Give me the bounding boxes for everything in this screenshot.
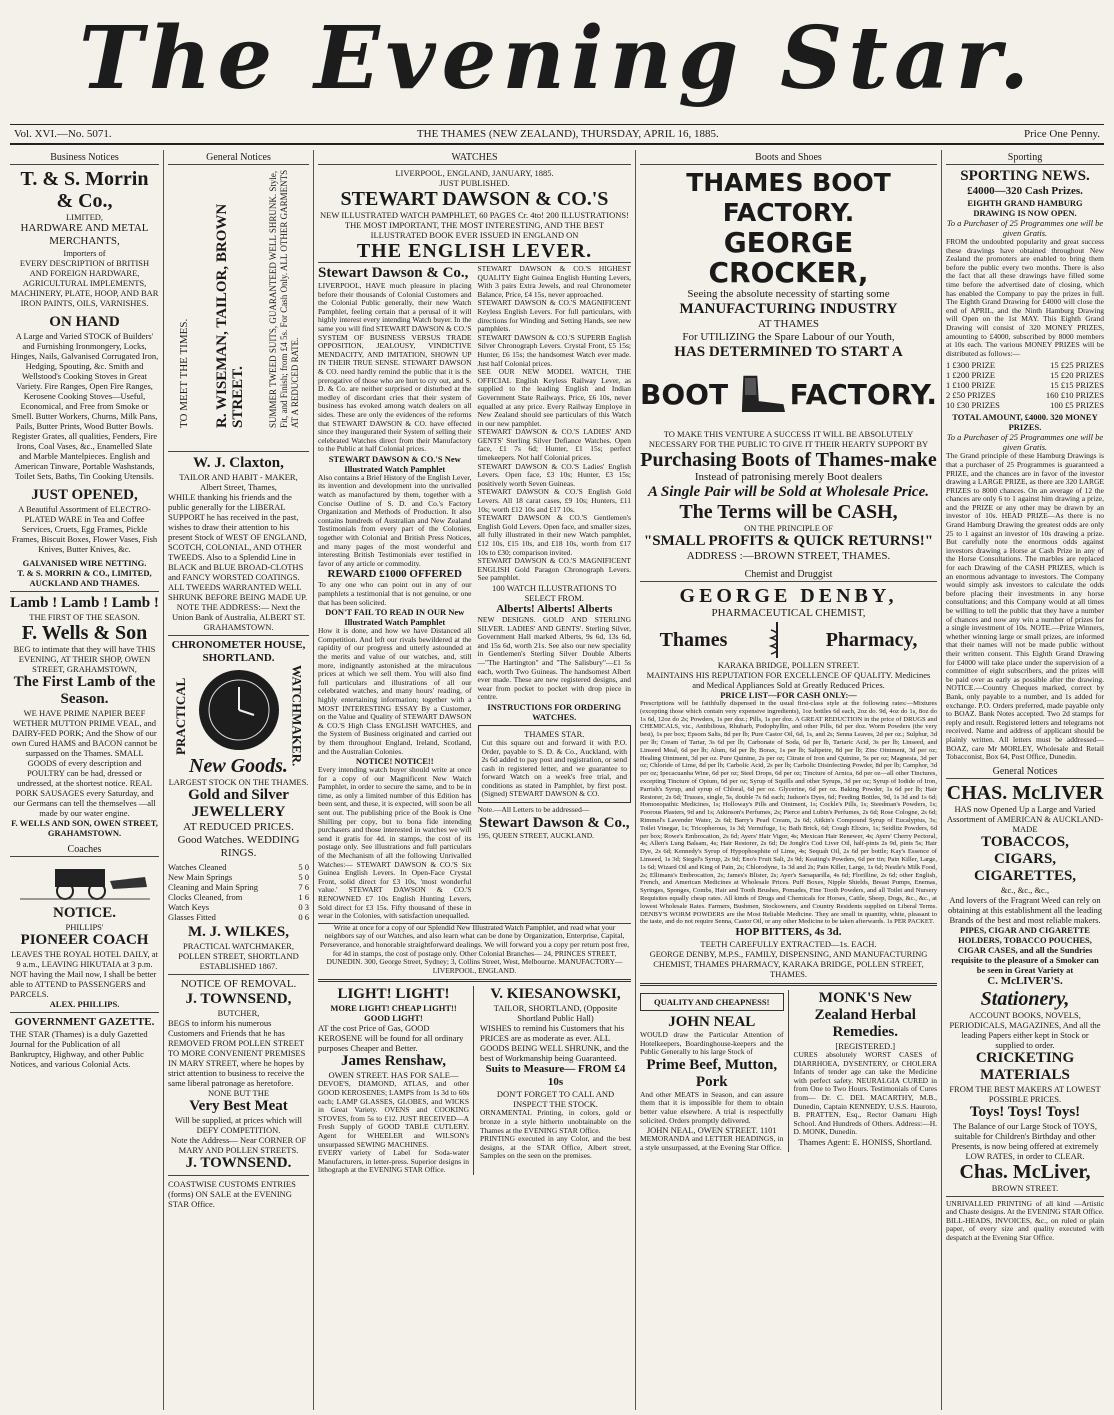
column-general: [164, 150, 314, 1410]
townsend-body: BEGS to inform his numerous Customers and Friends that he has REMOVED FROM POLLEN STREET TO MORE CONVENIENT PREMISES IN MARY STREET, where he hopes by strict attention to business to receive the same liberal patronage as heretofore.: [168, 1018, 306, 1088]
etc: &c., &c., &c.,: [1000, 884, 1050, 895]
reward-body: To any one who can point out in any of our pamphlets a testimonial that is not genuine, or one that has been solicited.: [318, 580, 472, 607]
prize-left: 2 £50 PRIZES: [946, 390, 996, 401]
terms: The Terms will be CASH,: [679, 501, 898, 523]
wilkes-sub: PRACTICAL WATCHMAKER, POLLEN STREET, SHORTLAND ESTABLISHED 1867.: [178, 941, 299, 971]
billheads: BILL-HEADS, INVOICES, &c., on ruled or plain paper, of every size and quality executed with despatch at the Evening Star Office.: [946, 1215, 1104, 1243]
sd-right-2: STEWART DAWSON & CO.'S MAGNIFICENT Keyless English Levers. For full particulars, with directions for Winding and Setting Hands, see new pamphlets.: [477, 298, 631, 334]
claxton-title: W. J. Claxton,: [193, 455, 284, 471]
monk-agent: Thames Agent: E. HONISS, Shortland.: [798, 1137, 932, 1148]
alberts: Alberts! Alberts! Alberts: [496, 602, 613, 615]
karaka: KARAKA BRIDGE, POLLEN STREET.: [717, 660, 860, 670]
phillips: PHILLIPS': [65, 922, 104, 932]
claxton-address: NOTE THE ADDRESS:— Next the Union Bank of Australia, ALBERT ST. GRAHAMSTOWN.: [171, 602, 306, 632]
hop-bitters: HOP BITTERS, 4s 3d.: [735, 926, 842, 939]
chrono-practical: PRACTICAL: [172, 677, 188, 755]
printing: PRINTING executed in any Color, and the best designs, at the STAR Office, Albert street, Samples on the seen on the premises.: [480, 1134, 631, 1161]
on-hand-body: A Large and Varied STOCK of Builders' and Furnishing Ironmongery, Locks, Hinges, Nails, Galvanised Corrugated Iron, Hedging, Spouting, &c. Smith and Wellstood's Cooking Stoves in Great Variety. Fire Ranges, Open Fire Ranges, Kerosene Cooking Stoves—Useful, Economical, and Free from Smoke or Smell. Butter Workers, Churns, Milk Pans, Pails, Butter Prints, Wood Butter Bowls. Register Grates, all qualities, Fenders, Fire Irons, Coal Vases, &c., Enamelled Slate and Marble Mantelpieces. English and American Tinware, Portable Washstands, Toilet Sets, Baths, Tin Cooking Utensils.: [10, 331, 159, 481]
neal-body: WOULD draw the Particular Attention of Hotelkeepers, Boardinghouse-keepers and the Public Generally to his large Stock of: [640, 1030, 784, 1057]
labels: EVERY variety of Label for Soda-water Manufacturers, in letter-press. Superior designs in lithograph at the EVENING STAR Office.: [318, 1148, 469, 1175]
townsend-address: Note the Address— Near CORNER OF MARY AND POLLEN STREETS.: [170, 1135, 307, 1155]
unrivalled: UNRIVALLED PRINTING of all kind —Artistic and Chaste designs. At the EVENING STAR Office.: [946, 1198, 1104, 1217]
section-header: Business Notices: [10, 152, 159, 165]
registered: [REGISTERED.]: [835, 1041, 896, 1052]
price-value: 0 3: [298, 902, 309, 912]
lamb-heading: Lamb ! Lamb ! Lamb !: [10, 595, 159, 611]
eighth-drawing: EIGHTH GRAND HAMBURG DRAWING IS NOW OPEN.: [967, 198, 1083, 218]
mcliver-body: HAS now Opened Up a Large and Varied Assortment of AMERICAN & AUCKLAND-MADE: [946, 803, 1104, 834]
prize-row: [946, 380, 1104, 390]
principle: ON THE PRINCIPLE OF: [744, 523, 833, 533]
townsend-title: J. TOWNSEND,: [185, 991, 292, 1007]
price-item: Watches Cleaned: [168, 862, 227, 872]
volume-number: Vol. XVI.—No. 5071.: [14, 128, 112, 140]
purchaser: To a Purchaser of 25 Programmes one will be given Gratis.: [946, 218, 1104, 238]
john-neal: JOHN NEAL: [668, 1014, 756, 1031]
prize-right: 15 £15 PRIZES: [1050, 380, 1104, 391]
townsend-supply: Will be supplied, at prices which will DEFY COMPETITION.: [175, 1115, 302, 1135]
neal-sign: JOHN NEAL, OWEN STREET. 1101: [646, 1125, 777, 1136]
pioneer-note: NOT having the Mail now, I shall be better able to ATTEND to PASSENGERS and PARCELS.: [10, 969, 157, 999]
just-opened-body: A Beautiful Assortment of ELECTRO-PLATED WARE in Tea and Coffee Services, Cruets, Egg Frames, Pickle Frames, Biscuit Boxes, Flower Vases, Fish Knives, Butter Knives, &c.: [11, 504, 158, 554]
first-lamb: The First Lamb of the Season.: [13, 674, 156, 707]
cricketing: CRICKETING MATERIALS: [975, 1049, 1075, 1083]
galvanised: GALVANISED WIRE NETTING.: [22, 558, 147, 568]
chrono-watchmaker: WATCHMAKER.: [289, 665, 305, 767]
sd-left-pamphlet: STEWART DAWSON & CO.'S New Illustrated Watch Pamphlet: [328, 453, 461, 474]
pioneer-sign: ALEX. PHILLIPS.: [49, 999, 120, 1009]
sd-right-9: STEWART DAWSON & CO.'S MAGNIFICENT ENGLISH Gold Paragon Chronograph Levers. See pamphlet.: [477, 556, 631, 583]
gazette-heading: GOVERNMENT GAZETTE.: [14, 1016, 155, 1028]
prize-right: 100 £5 PRIZES: [1050, 400, 1104, 411]
masthead: [0, 0, 1114, 122]
on-hand: ON HAND: [49, 314, 120, 330]
prize-row: [946, 390, 1104, 400]
townsend-sign: J. TOWNSEND.: [185, 1155, 292, 1171]
prize-left: 1 £300 PRIZE: [946, 360, 996, 371]
dont-fail: DON'T FAIL TO READ IN OUR New Illustrated Watch Pamphlet: [325, 607, 465, 628]
pioneer-body: LEAVES THE ROYAL HOTEL DAILY, at 9 a.m., LEAVING HIKUTAIA at 3 p.m.: [11, 949, 158, 969]
kiesanowski: V. KIESANOWSKI,: [490, 986, 621, 1003]
removal-notice: NOTICE OF REMOVAL.: [180, 978, 297, 990]
column-watches: [314, 150, 636, 1410]
alberts-body: NEW DESIGNS. GOLD AND STERLING SILVER. LADIES' AND GENTS'. Sterling Silver, Government Hall marked Alberts, 9s 6d, 13s 6d, and 15s 6d, worth 21s. See also our new speciality in Gentlemen's Sterling Silver Double Alberts—"The Hartington" and "The Salisbury"—£1 5s each, worth Two Guineas. The handsomest Albert ever made. These are new registered designs, and wear from pocket to pocket with drop piece in centre.: [477, 614, 631, 702]
tobaccos: TOBACCOS,: [981, 833, 1069, 850]
mcliver-2: Chas. McLiver,: [959, 1160, 1091, 1183]
largest-stock: LARGEST STOCK ON THE THAMES.: [168, 777, 309, 787]
morrin-importers: Importers of: [63, 248, 106, 258]
stewart-title: STEWART DAWSON & CO.'S: [340, 188, 609, 210]
price-row: [168, 862, 309, 872]
stewart-place: LIVERPOOL, ENGLAND, JANUARY, 1885.: [395, 168, 554, 178]
cigarettes: CIGARETTES,: [973, 867, 1077, 884]
sd-street: 195, QUEEN STREET, AUCKLAND.: [477, 830, 595, 840]
chrono-house: CHRONOMETER HOUSE, SHORTLAND.: [171, 639, 306, 664]
notice-body: Every intending watch buyer should write at once for a copy of our Magnificent New Watch Pamphlet, in order to secure the same, and to be in time, as only a limited number of this Edition has been sent, and these, it is expected, will soon be all sent out. The publishing price of the Book is One Shilling per copy, but to bona fide intending purchasers and those interested in watches we will send it gratis for 4d. in stamps, the cost of its postage only. See illustrations and full particulars of the Mechanism of all the following Unrivalled Watches:— STEWART DAWSON & CO.'S Six Guinea English Levers. In Open-Face Crystal Front, solid direct for £3 10s, 'most wonderful value.' STEWART DAWSON & CO.'S RENOWNED £7 10s English Hunting Levers, Sold direct for £3 15s. Fifty thousand of these in wear in the Colonies, with satisfaction unequalled.: [318, 765, 472, 921]
sd-right-7: STEWART DAWSON & CO.'S English Gold Levers. All 18 carat cases, £9 10s; Hunters, £11 10s; worth £12 10s and £17 10s.: [477, 487, 631, 514]
prize-row: [946, 400, 1104, 410]
sd-right-5: STEWART DAWSON & CO.'S LADIES' AND GENTS' Sterling Silver Defiance Watches. Open face, £1 7s 6d; Hunter, £1 15s; perfect timekeepers. Not half Colonial prices.: [477, 427, 631, 463]
column-business: [6, 150, 164, 1410]
mcliver-body-2: And lovers of the Fragrant Weed can rely on obtaining at this establishment all the leading Brands of the best and most reliable makers.: [948, 894, 1102, 925]
sd-right-1: STEWART DAWSON & CO.'S HIGHEST QUALITY Eight Guinea English Hunting Levers, With 3 pairs Extra Jewels, and real Chronometer Balance, Price, £4 15s, never approached.: [477, 264, 631, 299]
price-value: 5 0: [298, 862, 309, 872]
factory-word: FACTORY.: [789, 378, 937, 411]
prize-left: 1 £200 PRIZE: [946, 370, 996, 381]
pioneer-coach: PIONEER COACH: [20, 932, 149, 948]
gazette-body: THE STAR (Thames) is a duly Gazetted Journal for the Publication of all Bankruptcy, Highway, and other Public Notices, and various Colonial Acts.: [10, 1029, 148, 1069]
morrin-trade: HARDWARE AND METAL MERCHANTS,: [20, 222, 149, 247]
gold-silver: Gold and Silver JEWELLERY: [188, 787, 289, 820]
section-header: WATCHES: [318, 152, 631, 165]
coupon-title: THAMES STAR.: [524, 728, 585, 739]
light-heading: LIGHT! LIGHT!: [337, 986, 450, 1003]
brown-street: BROWN STREET.: [991, 1182, 1059, 1193]
neal-more: And other MEATS in Season, and can assure them that it is impossible for them to obtain better value elsewhere. A trial is respectfully solicited. Orders promptly delivered.: [640, 1089, 784, 1125]
caduceus-icon: [767, 620, 787, 660]
cricketing-sub: FROM THE BEST MAKERS AT LOWEST POSSIBLE PRICES.: [949, 1083, 1101, 1104]
section-header: Boots and Shoes: [640, 152, 937, 165]
price-value: 0 6: [298, 912, 309, 922]
prize-row: [946, 370, 1104, 380]
price-item: Glasses Fitted: [168, 912, 216, 922]
crocker-address: ADDRESS :—BROWN STREET, THAMES.: [686, 550, 891, 562]
purchasing: Purchasing Boots of Thames-make: [640, 449, 937, 471]
price-item: Cleaning and Main Spring: [168, 882, 258, 892]
boot-word: BOOT: [640, 378, 729, 411]
prize-table: [946, 360, 1104, 410]
teeth: TEETH CAREFULLY EXTRACTED—1s. EACH.: [700, 939, 877, 950]
sd-right-8: STEWART DAWSON & CO.'S Gentlemen's English Gold Levers. Open face, and smaller sizes, all fully illustrated in their new Watch pamphlet, £12 10s, £15 10s, and £18 10s, worth from £17 10s to £30; comparison invited.: [477, 513, 631, 557]
venture: TO MAKE THIS VENTURE A SUCCESS IT WILL BE ABSOLUTELY NECESSARY FOR THE PUBLIC TO GIVE IT THEIR HEARTY SUPPORT BY: [648, 429, 929, 449]
prize-right: 160 £10 PRIZES: [1045, 390, 1104, 401]
monk-title: MONK'S New Zealand Herbal Remedies.: [814, 990, 916, 1041]
small-profits: "SMALL PROFITS & QUICK RETURNS!": [643, 533, 934, 549]
monk-body: CURES absolutely WORST CASES of DIARRHOEA, DYSENTERY, or CHOLERA Infants of tender age can take the Medicine with perfect safety. NEURALGIA CURED in from One to Two Hours. Testimonials of Cures from— Dr. C. DEL MACARTHY, M.B., Dunedin, Captain KENNEDY, U.S.S. Hauroto, B. PRATTEN, Esq., Rector Oamaru High School. And Hundreds of Others. Address:—H. D. MONK, Dunedin.: [793, 1050, 937, 1137]
section-header: Coaches: [10, 844, 159, 857]
wiseman-ad: [168, 168, 309, 448]
townsend-sub: BUTCHER,: [217, 1008, 260, 1018]
order-coupon: [478, 725, 632, 803]
just-opened: JUST OPENED,: [31, 487, 138, 503]
dateline-bar: [10, 124, 1104, 145]
crocker: GEORGE CROCKER,: [708, 226, 869, 289]
sd-left-pamphlet-body: Also contains a Brief History of the English Lever, its invention and development into the unrivalled watch as manufactured by them, together with a Concise Outline of S. D. and Co.'s Factory Organization and Methods of Production. It also contains hundreds of Australian and New Zealand Testimonials from every part of the Colonies, together with Colonial and British Press Notices, and many pages of the most wonderful and interesting British Testimonials ever testified in favor of any article or commodity.: [318, 472, 472, 568]
renshaw-body: DEVOE'S, DIAMOND, ATLAS, and other GOOD KEROSENES; LAMPS from 1s 3d to 60s each; LAMP GLASSES, GLOBES, and WICKS in Great Variety. OVENS and COOKING STOVES, from 5s to £12. JUST RECEIVED—A Fresh Supply of GOOD TABLE CUTLERY. Agent for WHEELER and WILSON's unsurpassed SEWING MACHINES.: [318, 1079, 469, 1149]
denby-sign: GEORGE DENBY, M.P.S., FAMILY, DISPENSING, AND MANUFACTURING CHEMIST, THAMES PHARMACY, KARAKA BRIDGE, POLLEN STREET, THAMES.: [649, 949, 928, 980]
coach-notice: NOTICE.: [53, 905, 116, 921]
dateline-text: THE THAMES (NEW ZEALAND), THURSDAY, APRIL 16, 1885.: [416, 128, 719, 140]
morrin-body: EVERY DESCRIPTION of BRITISH AND FOREIGN HARDWARE, AGRICULTURAL IMPLEMENTS, MACHINERY, PLATE, HOOP, AND BAR IRON PAINTS, OILS, VARNISHES.: [10, 258, 159, 308]
coupon-body: Cut this square out and forward it with P.O. Order, payable to S. D. & Co., Auckland, with 2s 6d added to pay post and registration, or send cash in registered letter, and we guarantee to forward Watch on a week's free trial, and conditions as stated in Pamphlet, by first post. (Signed) STEWART DAWSON & CO.: [481, 737, 627, 799]
price-row: [168, 912, 309, 922]
crocker-intro: Seeing the absolute necessity of starting some: [687, 288, 890, 300]
denby-sub: PHARMACEUTICAL CHEMIST,: [711, 607, 866, 619]
write-body: Write at once for a copy of our Splendid New Illustrated Watch Pamphlet, and read what your neighbors say of our Watches, and also learn what can be done by Organization, Enterprise, Capital, Perseverance, and honorable straightforward dealings. We will forward you a copy per return post free, for 4d in stamps, the cost of postage only. Other Colonial Branches— 24, PRINCES STREET, DUNEDIN. 300, George Street, Sydney; 3, Collins Street, West, Melbourne. MANUFACTORY—LIVERPOOL, ENGLAND.: [319, 922, 630, 975]
wilkes-title: M. J. WILKES,: [188, 924, 289, 940]
industry: MANUFACTURING INDUSTRY: [679, 301, 898, 317]
note-letters: Note.—All Letters to be addressed—: [477, 805, 590, 815]
morrin-title: T. & S. Morrin & Co.,: [20, 168, 149, 212]
wells-have: WE HAVE PRIME NAPIER BEEF WETHER MUTTON PRIME VEAL, and DAIRY-FED PORK; And the Show of our own Cured HAMS and BACON cannot be surpassed on the Thames. SMALL GOODS of every description and POULTRY can be had, dressed or undressed, at the shortest notice. REAL PORK SAUSAGES every Saturday, and our Germans can tell the themselves —all made by our water engine.: [11, 708, 158, 818]
more-light: MORE LIGHT! CHEAP LIGHT!! GOOD LIGHT!: [330, 1003, 457, 1024]
sd-right-6: STEWART DAWSON & CO.'S Ladies' English Levers. Open face, £3 10s; Hunter, £3 15s; positively worth Seven Guineas.: [477, 461, 631, 488]
purchaser-2: To a Purchaser of 25 Programmes one will be given Gratis.: [946, 432, 1104, 453]
just-published: JUST PUBLISHED.: [439, 178, 510, 188]
at-thames: AT THAMES: [757, 318, 820, 330]
stationery: Stationery,: [980, 987, 1070, 1010]
toys-body: The Balance of our Large Stock of TOYS, suitable for Children's Birthday and other Presents, is now being offered at extremely LOW RATES, in order to CLEAR.: [951, 1120, 1099, 1161]
prize-row: [946, 360, 1104, 370]
sporting-body-2: The Grand principle of these Hamburg Drawings is that a purchaser of 25 Programmes is guaranteed a PRIZE, and the chances are in favor of the investor drawing a LARGE PRIZE, as there are 320 LARGE PRIZES to 8000 chances. On an average of 12 the chances are only 6 to 1 against him drawing a prize, and the PRIZE or any other may be drawn by an investor of 10s. HEAD PRIZE—As there is no Grand Hamburg Drawing the greatest odds are only 25 to 1 against an investor of 10s drawing a prize. But carefully note the enormous odds against investors drawing a Horse at Cash Prize in any of the Horse Consultations. The marbles are replaced for each Drawing of the CASH PRIZES, which is an enormous advantage to investors. The Company would simply ask investors to calculate the odds before placing their investments in any horse consultations; and this Company would at all times be willing to tell the public that they have a number of chances and now any win a number of prizes for a single investment of 10s. NOTE.—Prize Winners, whether winning large or small prizes, are informed that their names will not be made public without their written consent. This Eighth Grand Drawing for £4000 will take place under the supervision of a committee of eight subscribers, and the prizes will be paid over as early as possible after the drawing. NOTICE.—Country Cheques marked, correct by Bank, only payable to a number, and 1s added for exchange. P.O. Orders preferred, made payable only to BOAZ. Bank Notes accepted. Two 2d stamps for reply and result. Registered letters and telegrams not received. Name and address of applicant should be plainly written. All letters must be addressed—BOAZ, care Mr MORLEY, Wholesale and Retail Tobacconist, Box 64, Post Office, Dunedin.: [946, 451, 1104, 762]
stewart-sub: NEW ILLUSTRATED WATCH PAMPHLET, 60 PAGES Cr. 4to! 200 ILLUSTRATIONS! THE MOST IMPORTANT, THE MOST INTERESTING, AND THE BEST ILLUSTRATED BOOK EVER ISSUED IN ENGLAND ON: [320, 210, 629, 240]
for-utilizing: For UTILIZING the Spare Labour of our Youth,: [682, 331, 895, 343]
column-boots: [636, 150, 942, 1410]
price-row: [168, 882, 309, 892]
sporting-body: FROM the undoubted popularity and great success these drawings have obtained throughout New Zealand the promoters are enabled to bring them before the public every two months. There is also the fact that all these drawings have filled some time before the advertised date of closing, which has enabled the Company to pay the prizes in full. The Eighth Grand Drawing for £4000 will close the end of APRIL, and the Ninth Hamburg Drawing will Open on the 1st MAY. This Eighth Grand Drawing will consist of 320 MONEY PRIZES, amounting to £4000, subscribed by 8000 members at 10s each. The various MONEY PRIZES will be distributed as follows:—: [946, 237, 1104, 358]
renshaw: James Renshaw,: [340, 1053, 446, 1070]
prize-right: 15 £20 PRIZES: [1050, 370, 1104, 381]
prize-left: 10 £30 PRIZES: [946, 400, 1000, 411]
price-value: 5 0: [298, 872, 309, 882]
claxton-sub: TAILOR AND HABIT - MAKER, Albert Street, Thames,: [179, 472, 298, 492]
english-lever: THE ENGLISH LEVER.: [356, 240, 593, 262]
townsend-none: NONE BUT THE: [207, 1088, 270, 1098]
sd-address: Stewart Dawson & Co.,: [479, 814, 630, 831]
price-row: [168, 892, 309, 902]
coach-icon: [15, 861, 155, 901]
prize-right: 15 £25 PRIZES: [1050, 360, 1104, 371]
wiseman-name: R. WISEMAN, TAILOR, BROWN STREET.: [214, 203, 246, 428]
prime-beef: Prime Beef, Mutton, Pork: [646, 1056, 778, 1090]
wells-body: BEG to intimate that they will have THIS EVENING, AT THEIR SHOP, OWEN STREET, GRAHAMSTOWN,: [13, 644, 156, 674]
prize-left: 1 £100 PRIZE: [946, 380, 996, 391]
price-row: [168, 902, 309, 912]
coastwise: COASTWISE CUSTOMS ENTRIES (forms) ON SALE at the EVENING STAR Office.: [168, 1179, 296, 1209]
ornamental: ORNAMENTAL Printing, in colors, gold or bronze in a style hitherto unobtainable on the Thames at the EVENING STAR Office.: [480, 1108, 631, 1135]
denby: GEORGE DENBY,: [679, 585, 898, 607]
total-amount: TOTAL AMOUNT, £4000. 320 MONEY PRIZES.: [952, 412, 1098, 433]
new-goods: New Goods.: [189, 755, 288, 777]
memoranda: MEMORANDA and LETTER HEADINGS, in a style unsurpassed, at the Evening Star Office.: [640, 1134, 784, 1152]
stationery-body: ACCOUNT BOOKS, NOVELS, PERIODICALS, MAGAZINES, And all the leading Papers either kept in Stock or supplied to order.: [949, 1009, 1101, 1050]
price-body: Prescriptions will be faithfully dispensed in the usual first-class style at the following rates:—Mixtures (excepting those which contain very expensive ingredients), 1oz bottles 6d each, 2oz do. 9d, 4oz do 1s, 8oz do 1s 6d, 12oz do 2s; Powders, 1s per doz.; Pills, 1s per doz. A GREAT REDUCTION in the price of DRUGS and CHEMICALS, viz., Antibilious, Rhubarb, Podophyllin, and other Pills, 6d per doz. Worm Powders (the very best), 1s per box; Epsom Salts, 8d per lb; Pure Castor Oil, 6d, 1s, and 2s; Senna Leaves, 2d per oz.; Sulphur, 3d per lb; Cream of Tartar, 3s 6d per lb; Carbonate of Soda, 6d per lb, Tartaric Acid, 3s per lb; Linseed, and Linseed Meal, 6d per lb; Alum, 6d per lb; Borax, 1s per lb; Saltpetre, 8d per lb; Zinc Ointment, 3d per oz; Healing Ointment, 3d per oz. Pure Quinine, 2s per oz; Citrate of Iron and Quinine, 5s per oz; Magnesia, 3d per oz; Chloride of Lime, 8d per lb; Carbolic Acid, 2s per lb; Carbolic Disinfecting Powder, 8d per lb; Camphor, 3d per oz; Ipecacuanha Wine, 6d per oz; Steel Drops, 6d per oz; Tincture of Arnica, 6d per oz—all other Tinctures, excepting Tincture of Opium, 6d per oz; Syrup of Squills and other Syrups, 3d per oz; Syrup of Iodide of Iron, Parrish's Syrup, and syrup of Chloral, 6d per oz. Glycerine, 6d per oz. Baking Powder, 1s 6d per lb; Hair Restorer, 2s 6d; Trusses, single, 5s, double 7s 6d each; Judson's Dyes, 6d; Feeding Bottles, 9d, 1s 3d and 1s 6d; Homoeopathic Medicines, 1s; Holloway's Pills and Ointment, 1s; Cockle's Pills, 1s; Steedman's Powders, 1s; Poorous Plasters, 9d and 1s; Atkinson's Perfumes, 2s; Pierce and Lubin's Perfumes, 2s 6d; Rose Cologne, 2s 6d; Rimmel's Lavender Water, 2s 6d; Barry's Pearl Cream, 2s 6d; Aitkin's Compound Syrup of Eucalyptus, 3s; Toilet Vinegar, 1s; Tricopherous, 1s 3d; Vermifuge, 1s; Bath Brick, 6d; Cough Elixirs, 1s; Seidlitz Powders, 6d per box; Rowe's Embrocation, 2s 6d; Ayers' Hair Vigor, 4s; Mexican Hair Renewer, 4s; Ayers' Cherry Pectoral, 4s; Allen's Lung Balsam, 4s; Hair Restorer, 2s 6d; De Jongh's Cod Liver Oil, half-pints 2s 9d, pints 5s; Hair Dye, 2s 6d; Kennedy's Syrup of Hypophosphite of Lime, 4s; Sequah Oil, 2s 6d per bottle; Kay's Essence of Linseed, 1s 3d; Siegel's Syrup, 2s 9d; Eno's Fruit Salt, 2s 9d; Keating's Powders, 6d per tin; Pain Killer, Large, 1s 6d; Wizard Oil and King of Pain, 2s; Chlorodyne, 1s 3d and 2s; Pain Killer, Large, 1s 6d; Nestle's Milk Food, 2s; Ellimans's Embrocation, 2s; James's Blister, 2s; Ayer's Sarsaparilla, 4s 6d; Florilline, 2s 6d; other English, French, and American Medicines at Wholesale Prices. Puff Boxes, Nipple Shields, Breast Pumps, Enemas, Syringes, Sponges, Combs, Hair and Tooth Brushes, Pomades, Fine Tooth Powders, and all Toilet and Nursery Requisites equally cheap rates. All kinds of Drugs and Chemicals for Horses, Cattle, Sheep, Dogs, &c., &c., at lowest Wholesale Rates. Farmers, Bushmen, Stockowners, and Country Residents supplied on Liberal Terms. DENBY'S WORM POWDERS are the Most Reliable Medicine. They are small in quantity, white, pleasant to the taste, and do not require Senna, Castor Oil, or any other Medicine to be taken afterwards. 1s PER PACKET.: [640, 700, 937, 926]
sd-right-4: SEE OUR NEW MODEL WATCH, THE OFFICIAL English Keyless Railway Lever, as supplied to the leading English and Indian Government State Railways. Price, £6 10s, never equalled at any price. Every Railway Employe in New Zealand should see particulars of this Watch in our new pamphlet.: [477, 367, 631, 428]
watch-icon: [194, 665, 284, 755]
good-watches: Good Watches. WEDDING RINGS.: [177, 834, 300, 859]
cigars: CIGARS,: [993, 850, 1057, 867]
maintains: MAINTAINS HIS REPUTATION FOR EXCELLENCE OF QUALITY. Medicines and Medical Appliances Sold at Greatly Reduced Prices.: [646, 670, 931, 690]
mcliver: CHAS. McLIVER: [946, 781, 1104, 804]
boot-factory: THAMES BOOT FACTORY.: [686, 168, 891, 227]
wells-sign: F. WELLS AND SON, OWEN STREET, GRAHAMSTOWN.: [11, 818, 158, 838]
wiseman-vertical: TO MEET THE TIMES.: [178, 318, 190, 428]
notice-heading: NOTICE! NOTICE!!: [355, 756, 434, 767]
cash-prizes: £4000—320 Cash Prizes.: [967, 185, 1083, 197]
determined: HAS DETERMINED TO START A: [674, 344, 903, 360]
c-mcliver: C. McLIVER'S.: [987, 974, 1063, 987]
wiseman-suits: SUMMER TWEED SUITS, GUARANTEED WELL SHRUNK. Style, Fit, and Finish; from £4 5s. For Cash Only. ALL OTHER GARMENTS AT A REDUCED RATE.: [268, 169, 300, 428]
reduced-prices: AT REDUCED PRICES.: [183, 821, 294, 833]
price-value: 1 6: [298, 892, 309, 902]
toys: Toys! Toys! Toys!: [969, 1103, 1081, 1120]
morrin-limited: LIMITED,: [65, 212, 104, 222]
morrin-sign: T. & S. MORRIN & CO., LIMITED, AUCKLAND AND THAMES.: [17, 568, 152, 588]
reward: REWARD £1000 OFFERED: [327, 568, 462, 581]
sd-right-10: 100 WATCH ILLUSTRATIONS TO SELECT FROM.: [492, 582, 617, 603]
price-item: New Main Springs: [168, 872, 233, 882]
instructions: INSTRUCTIONS FOR ORDERING WATCHES.: [487, 701, 622, 722]
wells-title: F. Wells & Son: [21, 622, 148, 644]
quality: QUALITY AND CHEAPNESS!: [640, 993, 784, 1011]
kiesanowski-body: WISHES to remind his Customers that his PRICES are as moderate as ever. ALL GOODS BEING WELL SHRUNK, and the best of Workmanship being Guaranteed.: [480, 1023, 629, 1064]
newspaper-title: The Evening Star.: [78, 8, 1036, 109]
issue-price: Price One Penny.: [1024, 128, 1100, 140]
inspect: DON'T FORGET TO CALL AND INSPECT THE STOCK.: [496, 1089, 615, 1110]
light-body: AT the cost Price of Gas, GOOD KEROSENE will be found for all ordinary purposes Cheaper and Better.: [318, 1023, 464, 1054]
boot-icon: [728, 365, 790, 425]
watch-price-list: [168, 862, 309, 922]
dont-fail-body: How it is done, and how we have Distanced all Competition. And left our rivals bewildered at the rapidity of our progress and utterly astounded at the merits and value of our watches, and, still more, indignantly astonished at the miraculous prices at which we sell them. You will also find full particulars and illustrations of all our celebrated watches, and many hours' reading, of highly entertaining information; together with a MOST INTERESTING ESSAY By a Customer, on the Value and Quality of STEWART DAWSON & CO.'S High Class ENGLISH WATCHES, and the System of Business originated and carried out by them throughout England, Ireland, Scotland, and the Australian Colonies.: [318, 626, 472, 756]
section-header: General Notices: [168, 152, 309, 165]
price-value: 7 6: [298, 882, 309, 892]
lamb-sub: THE FIRST OF THE SEASON.: [29, 612, 140, 622]
sd-left-title: Stewart Dawson & Co.,: [318, 265, 469, 281]
section-header: Sporting: [946, 152, 1104, 165]
sd-right-3: STEWART DAWSON & CO.'S SUPERB English Silver Chronograph Levers. Crystal Front, £5 15s; Hunter, £6 15s; the handsomest Watch ever made. Just half Colonial prices.: [477, 332, 631, 368]
price-item: Watch Keys: [168, 902, 210, 912]
price-list-heading: PRICE LIST—FOR CASH ONLY:—: [720, 690, 857, 700]
single-pair: A Single Pair will be Sold at Wholesale Price.: [648, 484, 929, 500]
best-meat: Very Best Meat: [189, 1098, 288, 1114]
suits-measure: Suits to Measure— FROM £4 10s: [485, 1063, 626, 1089]
pharmacy-word: Pharmacy,: [825, 629, 918, 651]
pipes: PIPES, CIGAR AND CIGARETTE HOLDERS, TOBACCO POUCHES, CIGAR CASES, and all the Sundries requisite to the pleasure of a Smoker can be seen in Great Variety at: [951, 924, 1099, 975]
columns: [6, 150, 1108, 1410]
sporting-news: SPORTING NEWS.: [960, 168, 1090, 184]
renshaw-sub: OWEN STREET. HAS FOR SALE—: [328, 1070, 459, 1081]
kiesanowski-sub: TAILOR, SHORTLAND, (Opposite Shortland Public Hall): [493, 1003, 618, 1024]
price-item: Clocks Cleaned, from: [168, 892, 243, 902]
thames-word: Thames: [659, 629, 728, 651]
claxton-body: WHILE thanking his friends and the public generally for the LIBERAL SUPPORT he has received in the past, wishes to draw their attention to his present Stock of WEST OF ENGLAND, SCOTCH, COLONIAL, AND OTHER TWEEDS. Also to a Splendid Line in BLACK and BLUE BROAD-CLOTHS and FANCY WORSTED COATINGS. ALL TWEEDS WARRANTED WELL SHRUNK BEFORE BEING MADE UP.: [168, 492, 308, 602]
section-header: General Notices: [946, 766, 1104, 779]
column-sporting: [942, 150, 1108, 1410]
price-row: [168, 872, 309, 882]
section-header: Chemist and Druggist: [640, 569, 937, 582]
instead: Instead of patronising merely Boot dealers: [694, 471, 883, 483]
sd-left-body: LIVERPOOL, HAVE much pleasure in placing before their thousands of Colonial Customers and the Colonial Public generally, their new Watch Pamphlet, feeling certain that a perusal of it will highly interest every intending Watch buyer. In the same you will find STEWART DAWSON & CO.'S SYSTEM OF BUSINESS VERSUS TRADE OPPOSITION, JEALOUSY, VINDICTIVE MENDACITY, AND IMITATION, SHOWN UP IN THEIR TRUE SENSE. STEWART DAWSON & CO. need hardly remind the public that it is the prerogative of those who are hurt to cry out, and S. D. & Co. are neither surprised or disturbed at the medley of discordant cries that their system of business has evoked among watch dealers on all sides. These are only the evidences of the reforms that STEWART DAWSON & CO. have effected since they inaugurated their System of selling their celebrated Watches direct from their Manufactory to the Public at half Colonial prices.: [318, 281, 472, 454]
